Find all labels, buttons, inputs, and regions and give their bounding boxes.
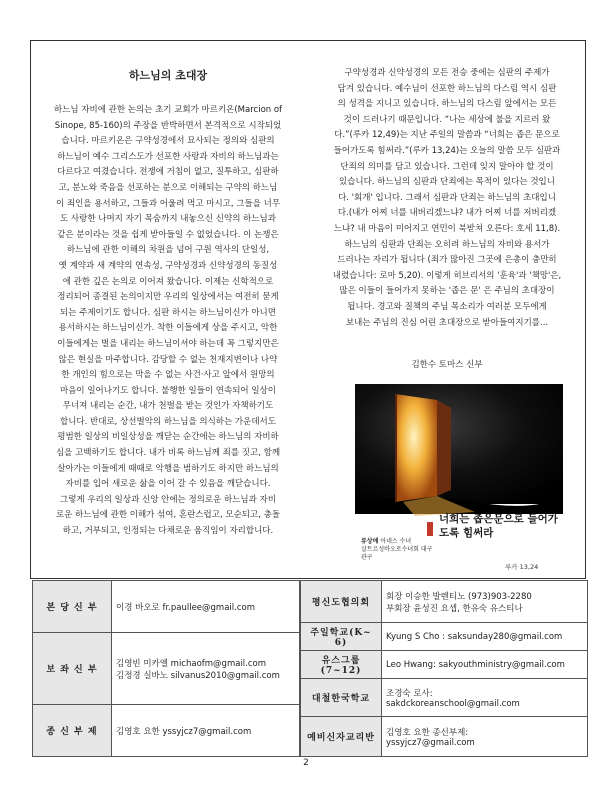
article-paragraph-line: 느냐? 내 마음이 미어지고 연민이 북받쳐 오른다: 호세 11,8). — [333, 223, 561, 234]
article-right-column — [313, 66, 581, 331]
directory-value — [112, 633, 300, 705]
article-paragraph-line: 도 사랑한 나머지 자기 목숨까지 내놓으신 신약의 하느님과 — [60, 214, 276, 225]
directory-label: 본 당 신 부 — [33, 581, 112, 633]
dark-background — [355, 384, 563, 504]
article-paragraph-line: 단죄의 의미를 담고 있습니다. 그런데 잊지 말아야 할 것이 — [340, 161, 554, 172]
article-paragraph-line: 이들에게는 벌을 내리는 하느님이셔야 하는데 꼭 그렇지만은 — [57, 338, 279, 349]
article-paragraph-line: 내렸습니다: 로마 5,20). 이렇게 히브리서의 '훈육'과 '책망'은, — [332, 270, 562, 281]
directory-row — [33, 705, 300, 757]
clergy-table — [32, 580, 300, 757]
directory-value-line: 김영빈 미카엘 michaofm@gmail.com — [116, 658, 267, 669]
article-paragraph-line: 같은 분이라는 것을 쉽게 받아들일 수 없었습니다. 이 논쟁은 — [57, 229, 279, 240]
directory-value — [382, 651, 588, 679]
directory-row — [301, 623, 588, 651]
calligraphy-reference: 루카 13,24 — [505, 563, 539, 571]
article-paragraph-line: 다.”(루카 12,49)는 지난 주일의 말씀과 “너희는 좁은 문으로 — [334, 130, 560, 141]
article-paragraph-line: 다.(내가 어찌 너를 내버리겠느냐? 내가 어찌 너를 저버리겠 — [337, 208, 557, 219]
article-paragraph-line: 습니다. 마르키온은 구약성경에서 묘사되는 정의와 심판의 — [61, 136, 275, 147]
article-paragraph-line: 보내는 주님의 진심 어린 초대장으로 받아들여지기를... — [345, 317, 549, 328]
article-paragraph-line: 것이 드러나기 때문입니다. “나는 세상에 불을 지르러 왔 — [343, 114, 551, 125]
directory-value-line: sakdckoreanschool@gmail.com — [386, 698, 520, 709]
directory-label: 평신도협의회 — [301, 581, 382, 623]
ministry-table — [300, 580, 588, 757]
directory-value-line: 김정경 실바노 silvanus2010@gmail.com — [116, 670, 280, 681]
article-paragraph-line: 에 관한 깊은 논의로 이어져 왔습니다. 이제는 신학적으로 — [62, 276, 274, 287]
directory-value-line: 회장 이승한 발렌티노 (973)903-2280 — [386, 591, 532, 602]
directory-value — [382, 717, 588, 757]
door-calligraphy-artwork — [355, 384, 563, 577]
article-paragraph-line: 마음이 일어나기도 합니다. 불행한 일들이 연속되어 일상이 — [60, 385, 276, 396]
directory-value-line: yssyjcz7@gmail.com — [386, 737, 475, 748]
article-paragraph-line: 됩니다. 경고와 질책의 주님 목소리가 여러분 모두에게 — [347, 301, 547, 312]
article-paragraph-line: 하느님에 관한 이해의 차원을 넘어 구원 역사의 단일성, — [66, 245, 270, 256]
directory-label: 보 좌 신 부 — [33, 633, 112, 705]
article-paragraph-line: 하느님이 예수 그리스도가 선포한 사랑과 자비의 하느님과는 — [57, 151, 279, 162]
directory-row — [33, 633, 300, 705]
article-paragraph-line: 되는 주제이기도 합니다. 심판 하시는 하느님이신가 아니면 — [60, 307, 276, 318]
directory-row — [33, 581, 300, 633]
article-paragraph-line: 자비를 입어 새로운 삶을 이어 갈 수 있음을 깨닫습니다. — [65, 479, 271, 490]
article-paragraph-line: 다르다고 여겼습니다. 전쟁에 거침이 없고, 질투하고, 심판하 — [57, 167, 279, 178]
directory-label: 종 신 부 제 — [33, 705, 112, 757]
directory-row — [301, 581, 588, 623]
directory-value-line: 김영호 요한 종신부제: — [386, 727, 469, 738]
article-paragraph-line: 있습니다. 하느님의 심판과 단죄에는 목적이 있다는 것입니 — [339, 177, 555, 188]
article-title: 하느님의 초대장 — [128, 69, 208, 82]
article-paragraph-line: 많은 이들이 들어가지 못하는 '좁은 문' 은 주님의 초대장이 — [339, 286, 555, 297]
article-paragraph-line: 드러나는 자리가 됩니다 (죄가 많아진 그곳에 은총이 충만히 — [337, 255, 557, 266]
parish-directory — [32, 580, 588, 758]
directory-value-line: 부회장 윤성진 요셉, 한유숙 유스티나 — [386, 603, 523, 614]
artist-line1: 아네스 수녀 — [380, 538, 412, 545]
directory-label: 대철한국학교 — [301, 679, 382, 717]
article-paragraph-line: 하고, 거부되고, 인정되는 다채로운 움직임이 자리합니다. — [62, 526, 274, 537]
article-paragraph-line: 이 죄인을 용서하고, 그들과 어울려 먹고 마시고, 그들을 너무 — [55, 198, 281, 209]
directory-value-line: 조경숙 로사: — [386, 688, 433, 699]
article-paragraph-line: 옛 계약과 새 계약의 연속성, 구약성경과 신약성경의 동질성 — [58, 260, 278, 271]
directory-value — [382, 623, 588, 651]
page-number: 2 — [303, 758, 309, 768]
article-paragraph-line: 담겨 있습니다. 예수님이 선포한 하느님의 다스림 역시 심판 — [337, 83, 557, 94]
artist-credit — [361, 538, 435, 562]
article-paragraph-line: 하느님의 심판과 단죄는 오히려 하느님의 자비와 용서가 — [344, 239, 550, 250]
directory-row — [301, 679, 588, 717]
article-left-column — [32, 103, 304, 540]
article-paragraph-line: 로운 하느님에 관한 이해가 섞여, 혼란스럽고, 모순되고, 충돌 — [55, 510, 281, 521]
directory-value — [112, 705, 300, 757]
directory-value — [382, 679, 588, 717]
directory-row — [301, 651, 588, 679]
directory-value — [112, 581, 300, 633]
article-paragraph-line: 들어가도록 힘써라.”(루카 13,24)는 오늘의 말씀 모두 심판과 — [333, 145, 561, 156]
open-door-light — [395, 394, 437, 502]
directory-label: 유스그룹(7~12) — [301, 651, 382, 679]
article-paragraph-line: 한 개인의 힘으로는 막을 수 없는 사건·사고 앞에서 원망의 — [61, 370, 275, 381]
article-paragraph-line: 하느님 자비에 관한 논의는 초기 교회가 마르키온(Marcion of — [53, 105, 283, 115]
artist-line2: 살트르성바오로수녀회 대구관구 — [361, 546, 433, 561]
directory-label: 예비신자교리반 — [301, 717, 382, 757]
artist-name: 류상애 — [361, 538, 379, 545]
article-paragraph-line: 정리되어 종결된 논의이지만 우리의 일상에서는 여전히 묻게 — [57, 292, 279, 303]
directory-value-line: 김영호 요한 yssyjcz7@gmail.com — [116, 726, 252, 737]
directory-value-line: 이경 바오로 fr.paullee@gmail.com — [116, 602, 256, 613]
red-seal-icon — [427, 522, 433, 536]
article-paragraph-line: 살아가는 이들에게 때때로 악행을 범하기도 하지만 하느님의 — [57, 463, 279, 474]
article-paragraph-line: 고, 분노와 죽음을 선포하는 분으로 이해되는 구약의 하느님 — [58, 182, 278, 193]
article-paragraph-line: 무너져 내리는 순간, 내가 천벌을 받는 것인가 자책하기도 — [62, 401, 274, 412]
directory-value-line: Kyung S Cho : saksunday280@gmail.com — [386, 631, 563, 642]
article-paragraph-line: 합니다. 반대로, 상선벌악의 하느님을 의식하는 가운데서도 — [60, 416, 276, 427]
article-paragraph-line: 용서하시는 하느님이신가. 착한 이들에게 상을 주시고, 악한 — [58, 323, 278, 334]
article-paragraph-line: Sinope, 85-160)의 주장을 반박하면서 본격적으로 시작되었 — [54, 120, 282, 131]
calligraphy-main: 너희는 좁은문으로 들어가도록 힘써라 — [439, 513, 558, 539]
article-paragraph-line: 심을 고백하기도 합니다. 내가 비록 하느님께 죄를 짓고, 함께 — [55, 448, 281, 459]
article-paragraph-line: 않은 현실을 마주합니다. 감당할 수 없는 천재지변이나 나약 — [58, 354, 278, 365]
article-paragraph-line: 의 성격을 지니고 있습니다. 하느님의 다스림 앞에서는 모든 — [337, 99, 557, 110]
article-paragraph-line: 그렇게 우리의 일상과 신앙 안에는 정의로운 하느님과 자비 — [60, 494, 276, 505]
article-paragraph-line: 구약성경과 신약성경의 모든 전승 중에는 심판의 주제가 — [344, 68, 550, 78]
directory-row — [301, 717, 588, 757]
article-paragraph-line: 다. '회개' 입니다. 그래서 심판과 단죄는 하느님의 초대입니 — [338, 192, 556, 203]
directory-value-line: Leo Hwang: sakyouthministry@gmail.com — [386, 659, 565, 670]
author-signature: 김한수 토마스 신부 — [411, 360, 483, 370]
directory-label: 주일학교(K~ 6) — [301, 623, 382, 651]
directory-value — [382, 581, 588, 623]
article-paragraph-line: 평범한 일상의 비일상성을 깨닫는 순간에는 하느님의 자비하 — [57, 432, 279, 443]
